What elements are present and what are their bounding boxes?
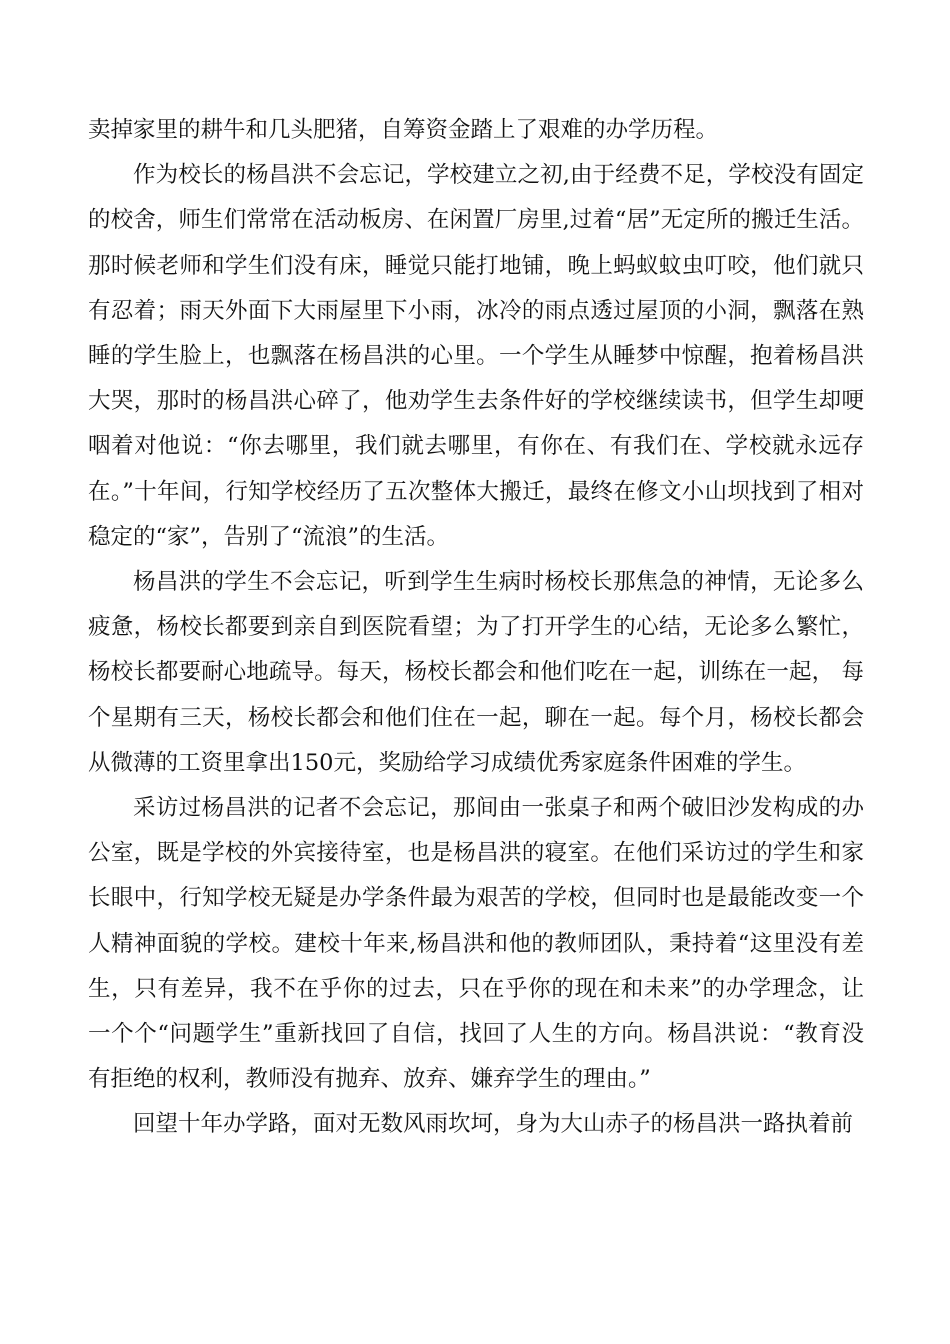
article-body: [88, 108, 864, 1148]
paragraph-reporter-memory: 采访过杨昌洪的记者不会忘记，那间由一张桌子和两个破旧沙发构成的办公室，既是学校的外宾接待室，也是杨昌洪的寝室。在他们采访过的学生和家长眼中，行知学校无疑是办学条件最为艰苦的学校，但同时也是最能改变一个人精神面貌的学校。建校十年来,杨昌洪和他的教师团队，秉持着“这里没有差生，只有差异，我不在乎你的过去，只在乎你的现在和未来”的办学理念，让一个个“问题学生”重新找回了自信，找回了人生的方向。杨昌洪说：“教育没有拒绝的权利，教师没有抛弃、放弃、嫌弃学生的理由。”: [88, 795, 864, 1093]
paragraph-retrospect: 回望十年办学路，面对无数风雨坎坷，身为大山赤子的杨昌洪一路执着前: [133, 1111, 854, 1138]
paragraph-principal-memory: 作为校长的杨昌洪不会忘记，学校建立之初,由于经费不足，学校没有固定的校舍，师生们常常在活动板房、在闲置厂房里,过着“居”无定所的搬迁生活。那时候老师和学生们没有床，睡觉只能打地铺，晚上蚂蚁蚊虫叮咬，他们就只有忍着；雨天外面下大雨屋里下小雨，冰冷的雨点透过屋顶的小洞，飘落在熟睡的学生脸上，也飘落在杨昌洪的心里。一个学生从睡梦中惊醒，抱着杨昌洪大哭，那时的杨昌洪心碎了，他劝学生去条件好的学校继续读书，但学生却哽咽着对他说：“你去哪里，我们就去哪里，有你在、有我们在、学校就永远存在。”十年间，行知学校经历了五次整体大搬迁，最终在修文小山坝找到了相对稳定的“家”，告别了“流浪”的生活。: [88, 162, 864, 550]
paragraph-continuation: 卖掉家里的耕牛和几头肥猪，自筹资金踏上了艰难的办学历程。: [88, 117, 719, 143]
paragraph-student-memory: 杨昌洪的学生不会忘记，听到学生生病时杨校长那焦急的神情，无论多么疲惫，杨校长都要到亲自到医院看望；为了打开学生的心结，无论多么繁忙，杨校长都要耐心地疏导。每天，杨校长都会和他们吃在一起，训练在一起， 每个星期有三天，杨校长都会和他们住在一起，聊在一起。每个月，杨校长都会从微薄的工资里拿出150元，奖励给学习成绩优秀家庭条件困难的学生。: [88, 569, 864, 776]
